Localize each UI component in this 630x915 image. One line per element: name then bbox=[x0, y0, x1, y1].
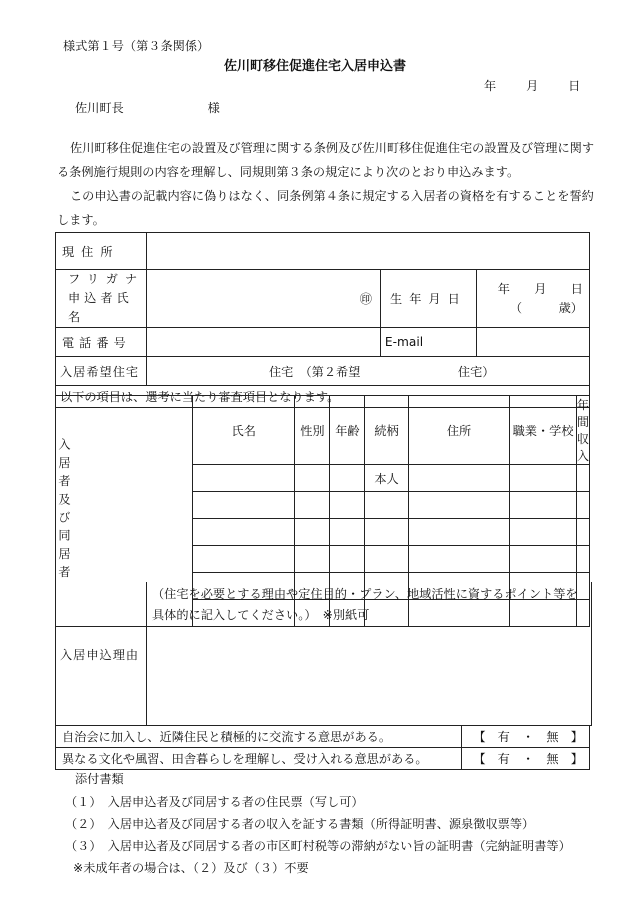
cell[interactable] bbox=[576, 546, 589, 573]
date-year: 年 bbox=[484, 79, 497, 93]
col-address: 住所 bbox=[408, 396, 510, 465]
cell[interactable] bbox=[193, 492, 295, 519]
cell[interactable] bbox=[576, 465, 589, 492]
cell[interactable] bbox=[193, 519, 295, 546]
reason-instruction: （住宅を必要とする理由や定住目的・プラン、地域活性に資するポイント等を具体的に記入してください。） ※別紙可 bbox=[152, 587, 578, 622]
phone-field[interactable] bbox=[147, 328, 381, 357]
cell[interactable] bbox=[295, 546, 330, 573]
cell[interactable] bbox=[408, 492, 510, 519]
col-age: 年齢 bbox=[330, 396, 365, 465]
cell[interactable] bbox=[576, 519, 589, 546]
col-occupation: 職業・学校 bbox=[510, 396, 576, 465]
cell[interactable] bbox=[510, 546, 576, 573]
intent-culture-text: 異なる文化や風習、田舎暮らしを理解し、受け入れる意思がある。 bbox=[56, 748, 462, 770]
cell[interactable] bbox=[408, 546, 510, 573]
cell[interactable] bbox=[510, 519, 576, 546]
col-income: 年間収入 bbox=[576, 396, 589, 465]
reason-label: 入居申込理由 bbox=[60, 648, 140, 662]
cell[interactable] bbox=[365, 546, 408, 573]
attachments-note: ※未成年者の場合は、（２）及び（３）不要 bbox=[73, 861, 309, 875]
intent-community-text: 自治会に加入し、近隣住民と積極的に交流する意思がある。 bbox=[56, 726, 462, 748]
addressee bbox=[75, 99, 220, 116]
birth-field[interactable] bbox=[476, 270, 589, 328]
selection-note: 以下の項目は、選考に当たり審査項目となります。 bbox=[56, 386, 590, 408]
date-line bbox=[484, 77, 586, 94]
birth-date-value: 年 月 日 bbox=[497, 281, 583, 296]
cell[interactable] bbox=[193, 465, 295, 492]
cell[interactable] bbox=[330, 465, 365, 492]
attachment-item-2: （２） 入居申込者及び同居する者の収入を証する書類（所得証明書、源泉徴収票等） bbox=[65, 817, 535, 831]
email-field[interactable] bbox=[476, 328, 589, 357]
housing-label: 入居希望住宅 bbox=[56, 357, 147, 386]
reason-field[interactable] bbox=[147, 630, 590, 724]
phone-label: 電話番号 bbox=[56, 328, 147, 357]
cell[interactable] bbox=[576, 492, 589, 519]
col-name: 氏名 bbox=[193, 396, 295, 465]
cell[interactable] bbox=[408, 465, 510, 492]
attachments-title: 添付書類 bbox=[75, 772, 124, 786]
addressee-name: 佐川町長 bbox=[75, 101, 124, 115]
cell[interactable] bbox=[510, 492, 576, 519]
furigana-label: フリガナ bbox=[68, 272, 145, 286]
reason-label-cell bbox=[56, 582, 147, 725]
attachment-item-3: （３） 入居申込者及び同居する者の市区町村税等の滞納がない旨の証明書（完納証明書等） bbox=[65, 839, 571, 853]
housing-field[interactable]: 住宅 （第２希望 住宅） bbox=[147, 357, 590, 386]
cell[interactable] bbox=[295, 492, 330, 519]
cell[interactable] bbox=[365, 492, 408, 519]
intro-paragraph-2: この申込書の記載内容に偽りはなく、同条例第４条に規定する入居者の資格を有することを誓約します。 bbox=[57, 189, 594, 227]
intent-community-choice[interactable]: 【 有 ・ 無 】 bbox=[462, 726, 590, 748]
relation-self: 本人 bbox=[365, 465, 408, 492]
age-value: （ 歳） bbox=[509, 300, 583, 315]
applicant-name-field[interactable] bbox=[147, 270, 381, 328]
reason-box bbox=[55, 582, 592, 726]
cell[interactable] bbox=[330, 492, 365, 519]
intro-paragraph-1: 佐川町移住促進住宅の設置及び管理に関する条例及び佐川町移住促進住宅の設置及び管理に関する条例施行規則の内容を理解し、同規則第３条の規定により次のとおり申込みます。 bbox=[57, 141, 595, 179]
email-label: E-mail bbox=[380, 328, 476, 357]
applicant-name-label: 申込者氏名 bbox=[68, 291, 133, 324]
cell[interactable] bbox=[408, 519, 510, 546]
address-field[interactable] bbox=[147, 233, 590, 270]
cell[interactable] bbox=[330, 546, 365, 573]
seal-mark: ㊞ bbox=[359, 292, 372, 306]
cell[interactable] bbox=[510, 465, 576, 492]
address-label: 現住所 bbox=[56, 233, 147, 270]
addressee-honorific: 様 bbox=[207, 101, 220, 115]
cell[interactable] bbox=[295, 465, 330, 492]
birth-label: 生年月日 bbox=[380, 270, 476, 328]
cell[interactable] bbox=[365, 519, 408, 546]
attachment-item-1: （１） 入居申込者及び同居する者の住民票（写し可） bbox=[65, 795, 364, 809]
intent-culture-choice[interactable]: 【 有 ・ 無 】 bbox=[462, 748, 590, 770]
name-label-cell bbox=[56, 270, 147, 328]
cohabitant-side-label: 入居者及び同居者 bbox=[57, 438, 71, 584]
cell[interactable] bbox=[330, 519, 365, 546]
cell[interactable] bbox=[193, 546, 295, 573]
date-month: 月 bbox=[526, 79, 539, 93]
col-gender: 性別 bbox=[295, 396, 330, 465]
intent-table bbox=[55, 725, 590, 770]
page-title: 佐川町移住促進住宅入居申込書 bbox=[223, 59, 406, 74]
cell[interactable] bbox=[295, 519, 330, 546]
form-number: 様式第１号（第３条関係） bbox=[63, 39, 210, 53]
col-relation: 続柄 bbox=[365, 396, 408, 465]
applicant-table bbox=[55, 232, 590, 408]
date-day: 日 bbox=[568, 79, 581, 93]
